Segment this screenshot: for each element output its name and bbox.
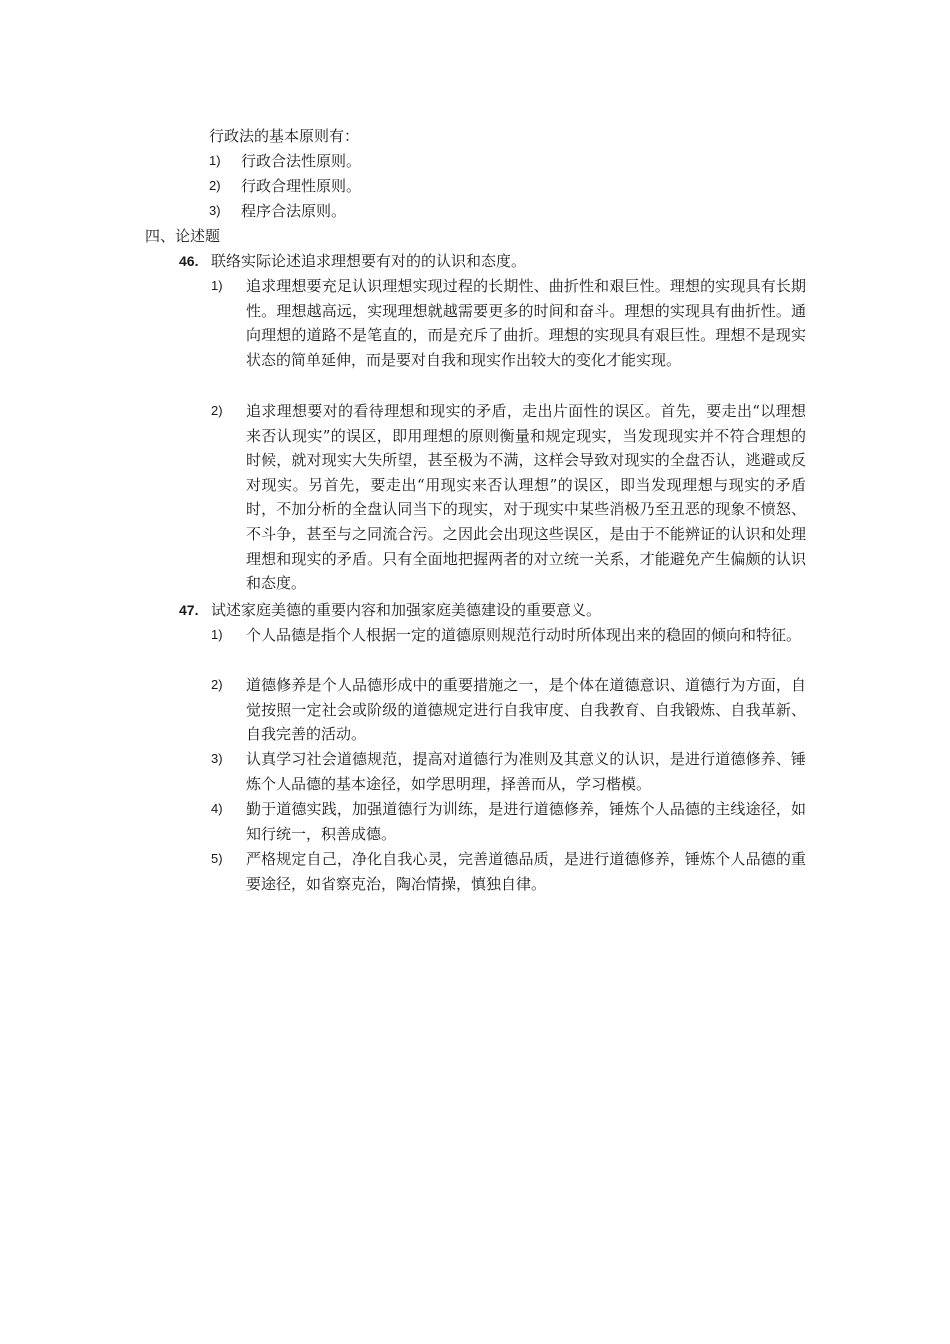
answer-item-number: 1)	[211, 627, 223, 642]
intro-item-text: 行政合法性原则。	[241, 152, 362, 170]
intro-item-number: 1)	[209, 153, 221, 168]
answer-item-number: 5)	[211, 851, 223, 866]
answer-item-text: 勤于道德实践，加强道德行为训练，是进行道德修养，锤炼个人品德的主线途径，如知行统一，积善成德。	[246, 800, 806, 843]
answer-item-text: 追求理想要对的看待理想和现实的矛盾，走出片面性的误区。首先，要走出“以理想来否认现实”的误区，即用理想的原则衡量和规定现实，当发现现实并不符合理想的时候，就对现实大失所望，甚至极为不满，这样会导致对现实的全盘否认，逃避或反对现实。另首先，要走出“用现实来否认理想”的误区，即当发现理想与现实的矛盾时，不加分析的全盘认同当下的现实，对于现实中某些消极乃至丑恶的现象不愤怒、不斗争，甚至与之同流合污。之因此会出现这些误区，是由于不能辨证的认识和处理理想和现实的矛盾。只有全面地把握两者的对立统一关系，才能避免产生偏颇的认识和态度。	[246, 402, 806, 593]
answer-item-number: 1)	[211, 278, 223, 293]
answer-item-number: 2)	[211, 677, 223, 692]
answer-item-text: 道德修养是个人品德形成中的重要措施之一，是个体在道德意识、道德行为方面，自觉按照一定社会或阶级的道德规定进行自我审度、自我教育、自我锻炼、自我革新、自我完善的活动。	[246, 676, 806, 744]
intro-text: 行政法的基本原则有：	[209, 127, 360, 145]
answer-item-number: 3)	[211, 751, 223, 766]
answer-item-number: 2)	[211, 403, 223, 418]
question-number: 47.	[179, 602, 199, 618]
question-text: 联络实际论述追求理想要有对的的认识和态度。	[211, 252, 527, 270]
answer-item-text: 追求理想要充足认识理想实现过程的长期性、曲折性和艰巨性。理想的实现具有长期性。理想越高远，实现理想就越需要更多的时间和奋斗。理想的实现具有曲折性。通向理想的道路不是笔直的，而是充斥了曲折。理想的实现具有艰巨性。理想不是现实状态的简单延伸，而是要对自我和现实作出较大的变化才能实现。	[246, 277, 806, 369]
answer-item-number: 4)	[211, 801, 223, 816]
intro-item-number: 2)	[209, 178, 221, 193]
question-text: 试述家庭美德的重要内容和加强家庭美德建设的重要意义。	[211, 601, 602, 619]
intro-item-text: 行政合理性原则。	[241, 177, 362, 195]
section-heading: 四、论述题	[145, 227, 221, 245]
intro-item-text: 程序合法原则。	[241, 202, 347, 220]
answer-item-text: 认真学习社会道德规范，提高对道德行为准则及其意义的认识，是进行道德修养、锤炼个人品德的基本途径，如学思明理，择善而从，学习楷模。	[246, 750, 806, 793]
answer-item-text: 严格规定自己，净化自我心灵，完善道德品质，是进行道德修养，锤炼个人品德的重要途径，如省察克治，陶冶情操，慎独自律。	[246, 850, 806, 893]
intro-item-number: 3)	[209, 203, 221, 218]
answer-item-text: 个人品德是指个人根据一定的道德原则规范行动时所体现出来的稳固的倾向和特征。	[246, 626, 802, 644]
question-number: 46.	[179, 253, 199, 269]
